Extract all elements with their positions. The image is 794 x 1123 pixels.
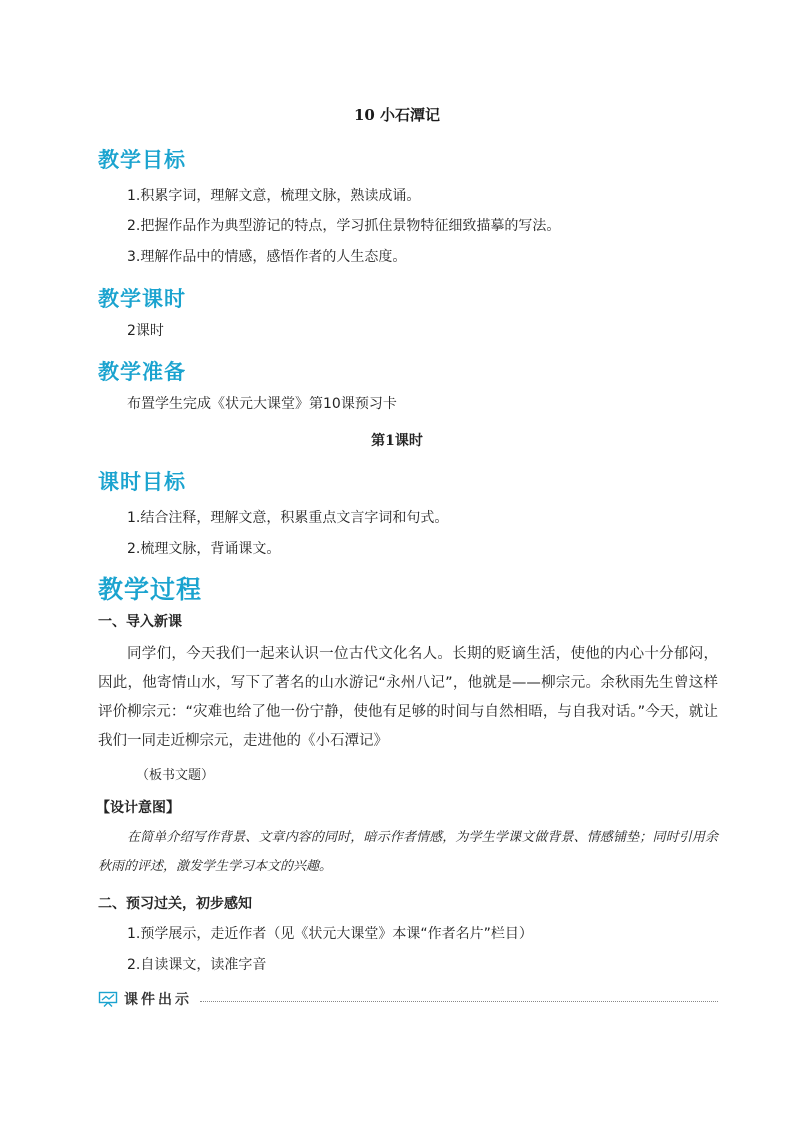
step-2-item-2: 2.自读课文，读准字音 (127, 957, 267, 973)
design-intent-text: 在简单介绍写作背景、文章内容的同时，暗示作者情感，为学生学课文做背景、情感铺垫；同时引用余秋雨的评述，激发学生学习本文的兴趣。 (98, 830, 718, 874)
goal-item-1: 1.积累字词，理解文意，梳理文脉，熟读成诵。 (127, 188, 421, 204)
teaching-prep-value: 布置学生完成《状元大课堂》第10课预习卡 (127, 396, 397, 412)
step-1-heading: 一、导入新课 (98, 614, 182, 630)
board-note: （板书文题） (136, 768, 215, 783)
heading-teaching-goals: 教学目标 (98, 148, 186, 172)
lesson-goal-2: 2.梳理文脉，背诵课文。 (127, 541, 281, 557)
design-intent-heading: 【设计意图】 (96, 800, 180, 816)
heading-teaching-hours: 教学课时 (98, 287, 186, 311)
step-2-heading: 二、预习过关，初步感知 (98, 896, 252, 912)
dotted-divider (200, 1001, 718, 1002)
teaching-hours-value: 2课时 (127, 323, 164, 339)
intro-paragraph: 同学们，今天我们一起来认识一位古代文化名人。长期的贬谪生活，使他的内心十分郁闷，因此，他寄情山水，写下了著名的山水游记“永州八记”，他就是——柳宗元。余秋雨先生曾这样评价柳宗元：“灾难也给了他一份宁静，使他有足够的时间与自然相晤，与自我对话。”今天，就让我们一同走近柳宗元，走进他的《小石潭记》 (98, 646, 718, 749)
courseware-display-label (98, 989, 718, 1009)
goal-item-2: 2.把握作品作为典型游记的特点，学习抓住景物特征细致描摹的写法。 (127, 218, 561, 234)
document-title: 10 小石潭记 (353, 106, 441, 124)
step-2-item-1: 1.预学展示，走近作者（见《状元大课堂》本课“作者名片”栏目） (127, 926, 533, 942)
heading-lesson-goals: 课时目标 (98, 470, 186, 494)
goal-item-3: 3.理解作品中的情感，感悟作者的人生态度。 (127, 249, 407, 265)
lesson-goal-1: 1.结合注释，理解文意，积累重点文言字词和句式。 (127, 510, 449, 526)
lesson-1-title: 第1课时 (371, 433, 423, 449)
presentation-icon (98, 991, 118, 1007)
heading-teaching-process: 教学过程 (98, 575, 203, 604)
heading-teaching-prep: 教学准备 (98, 360, 186, 384)
courseware-display-text: 课件出示 (124, 992, 192, 1008)
